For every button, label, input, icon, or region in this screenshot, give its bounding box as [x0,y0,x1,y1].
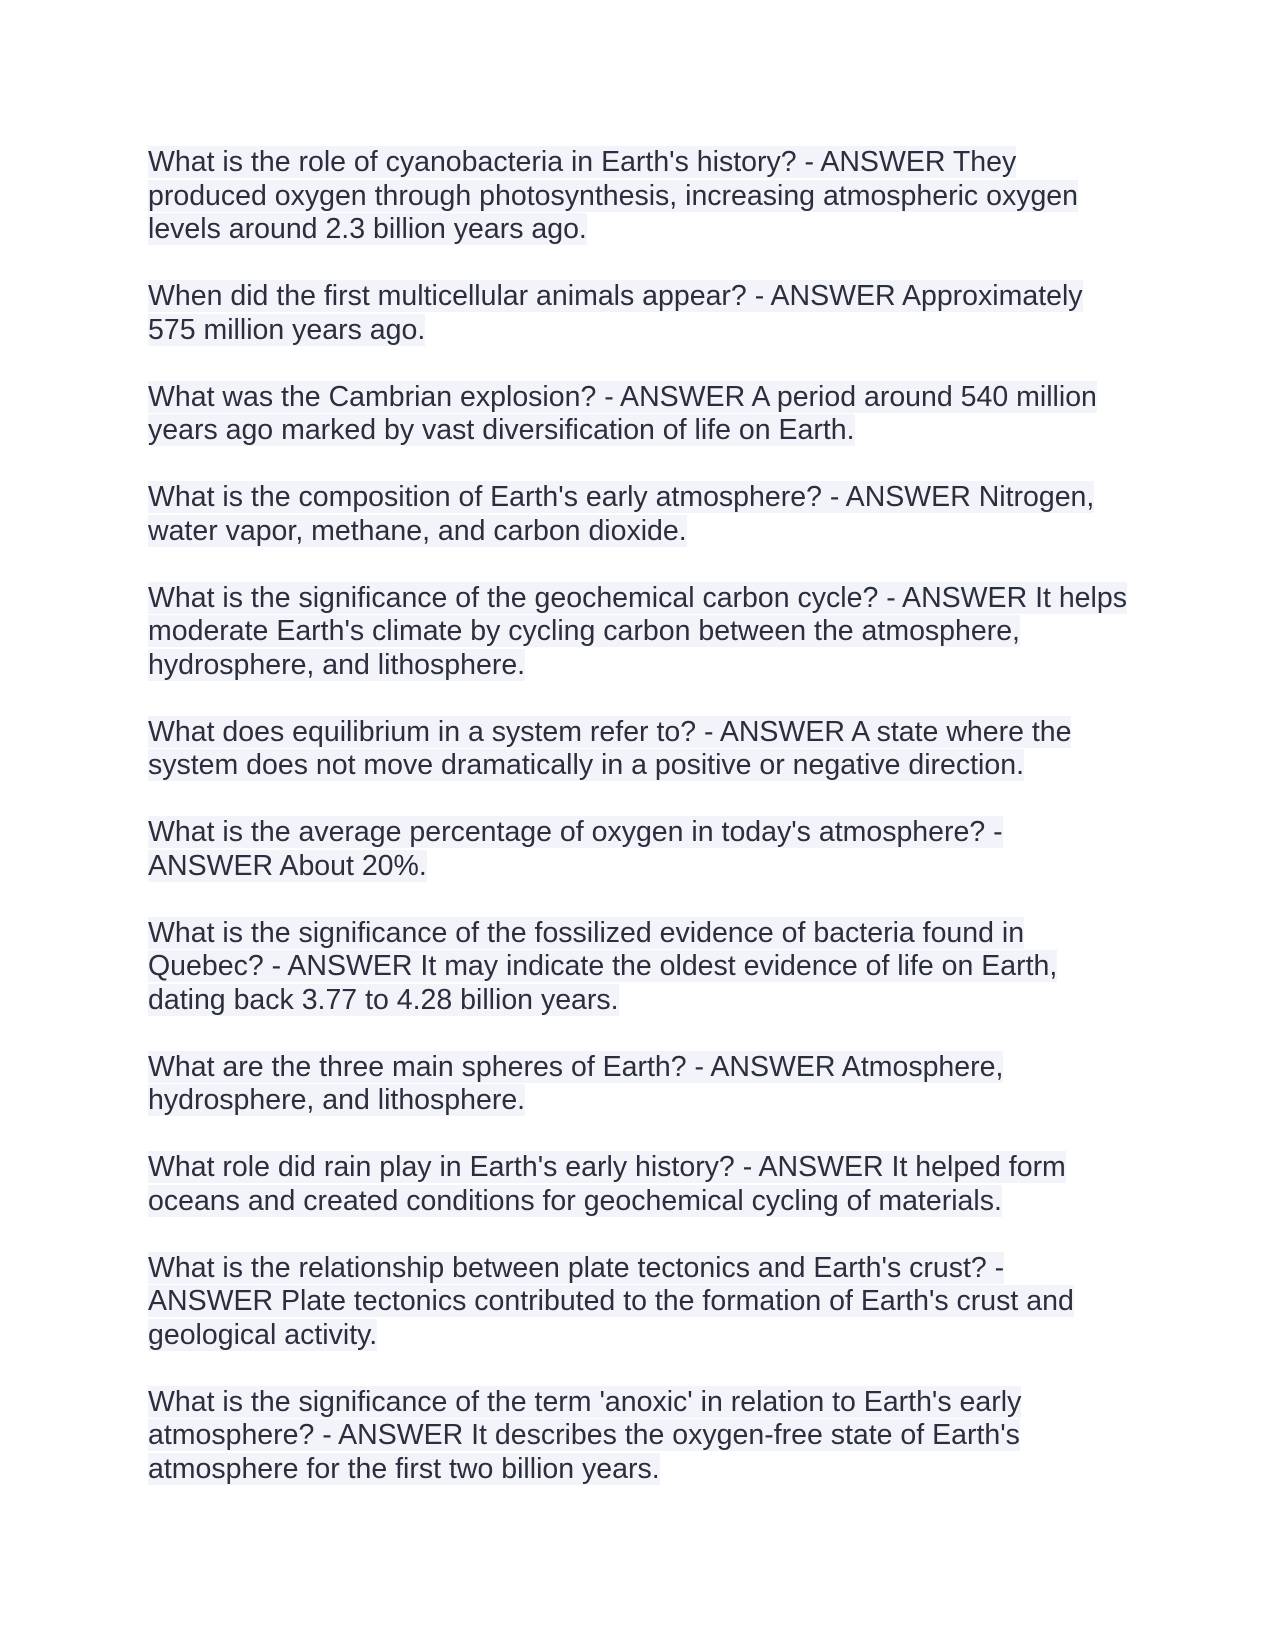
qa-text: What is the relationship between plate tectonics and Earth's crust? - ANSWER Plate tectonics contributed to the formation of Earth's crust and geological activity. [148,1251,1074,1351]
qa-text: What are the three main spheres of Earth? - ANSWER Atmosphere, hydrosphere, and lithosphere. [148,1050,1004,1116]
qa-item [148,1051,1128,1118]
qa-item [148,381,1128,448]
qa-item [148,582,1128,683]
qa-text: What is the significance of the term 'anoxic' in relation to Earth's early atmosphere? - ANSWER It describes the oxygen-free state of Earth's atmosphere for the first two billion years. [148,1385,1022,1485]
qa-text: What was the Cambrian explosion? - ANSWER A period around 540 million years ago marked by vast diversification of life on Earth. [148,380,1097,446]
qa-item [148,1386,1128,1487]
qa-item [148,146,1128,247]
qa-text: What role did rain play in Earth's early history? - ANSWER It helped form oceans and created conditions for geochemical cycling of materials. [148,1151,1066,1217]
qa-text: What is the composition of Earth's early atmosphere? - ANSWER Nitrogen, water vapor, methane, and carbon dioxide. [148,481,1095,547]
qa-text: What does equilibrium in a system refer to? - ANSWER A state where the system does not move dramatically in a positive or negative direction. [148,715,1072,781]
qa-item [148,816,1128,883]
qa-text: What is the role of cyanobacteria in Earth's history? - ANSWER They produced oxygen through photosynthesis, increasing atmospheric oxygen levels around 2.3 billion years ago. [148,146,1078,245]
qa-text: When did the first multicellular animals appear? - ANSWER Approximately 575 million years ago. [148,280,1083,346]
qa-item [148,280,1128,347]
qa-item [148,716,1128,783]
qa-item [148,481,1128,548]
document-page [148,146,1128,1520]
qa-item [148,1252,1128,1353]
qa-text: What is the average percentage of oxygen in today's atmosphere? - ANSWER About 20%. [148,816,1003,882]
qa-text: What is the significance of the geochemical carbon cycle? - ANSWER It helps moderate Earth's climate by cycling carbon between the atmosphere, hydrosphere, and lithosphere. [148,581,1127,681]
qa-item [148,1151,1128,1218]
qa-item [148,917,1128,1018]
qa-text: What is the significance of the fossilized evidence of bacteria found in Quebec? - ANSWER It may indicate the oldest evidence of life on Earth, dating back 3.77 to 4.28 billion years. [148,916,1058,1016]
